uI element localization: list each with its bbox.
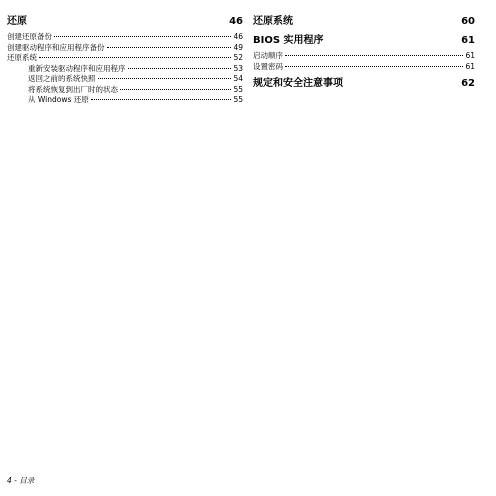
dot-leader <box>107 47 232 48</box>
toc-heading-label: BIOS 实用程序 <box>253 35 324 46</box>
toc-page-number: 61 <box>465 51 475 60</box>
toc-entry[interactable] <box>7 32 243 43</box>
toc-entry[interactable] <box>253 51 475 62</box>
toc-heading[interactable] <box>253 33 475 48</box>
toc-heading[interactable] <box>7 14 243 29</box>
toc-entry-label: 设置密码 <box>253 61 283 71</box>
toc-page-number: 53 <box>233 63 243 73</box>
toc-entry-label: 返回之前的系统快照 <box>28 74 96 83</box>
toc-subentry[interactable] <box>7 85 243 96</box>
dot-leader <box>120 89 231 90</box>
toc-entry-label: 还原系统 <box>7 53 37 62</box>
toc-page-number: 54 <box>233 74 243 83</box>
toc-entry[interactable] <box>253 62 475 73</box>
toc-page-number: 46 <box>233 32 243 41</box>
dot-leader <box>39 57 231 58</box>
dot-leader <box>285 66 463 67</box>
toc-page-number: 62 <box>461 78 475 89</box>
toc-entry-label: 重新安装驱动程序和应用程序 <box>28 63 126 73</box>
toc-page-number: 46 <box>229 16 243 27</box>
toc-subentry[interactable] <box>7 74 243 85</box>
dot-leader <box>54 36 231 37</box>
toc-page-number: 61 <box>465 61 475 71</box>
toc-page-number: 55 <box>233 84 243 94</box>
toc-heading[interactable] <box>253 14 475 29</box>
toc-heading[interactable] <box>253 76 475 91</box>
toc-entry[interactable] <box>7 43 243 54</box>
page-footer: 4 - 目录 <box>7 476 35 485</box>
toc-entry-label: 从 Windows 还原 <box>28 95 89 104</box>
toc-page-number: 55 <box>233 95 243 104</box>
toc-page-number: 49 <box>233 42 243 52</box>
toc-column-right <box>253 14 475 91</box>
toc-entry-label: 创建还原备份 <box>7 32 52 41</box>
dot-leader <box>285 55 463 56</box>
toc-column-left <box>7 14 243 106</box>
dot-leader <box>91 99 232 100</box>
toc-entry-label: 将系统恢复到出厂时的状态 <box>28 84 118 94</box>
toc-entry-label: 启动顺序 <box>253 51 283 60</box>
toc-subentry[interactable] <box>7 95 243 106</box>
toc-page-number: 61 <box>461 35 475 46</box>
toc-page-number: 52 <box>233 53 243 62</box>
dot-leader <box>98 78 232 79</box>
toc-entry[interactable] <box>7 53 243 64</box>
toc-subentry[interactable] <box>7 64 243 75</box>
toc-entry-label: 创建驱动程序和应用程序备份 <box>7 42 105 52</box>
dot-leader <box>128 68 232 69</box>
toc-heading-label: 还原系统 <box>253 16 293 27</box>
toc-page-number: 60 <box>461 16 475 27</box>
toc-heading-label: 规定和安全注意事项 <box>253 78 343 89</box>
toc-heading-label: 还原 <box>7 16 27 27</box>
